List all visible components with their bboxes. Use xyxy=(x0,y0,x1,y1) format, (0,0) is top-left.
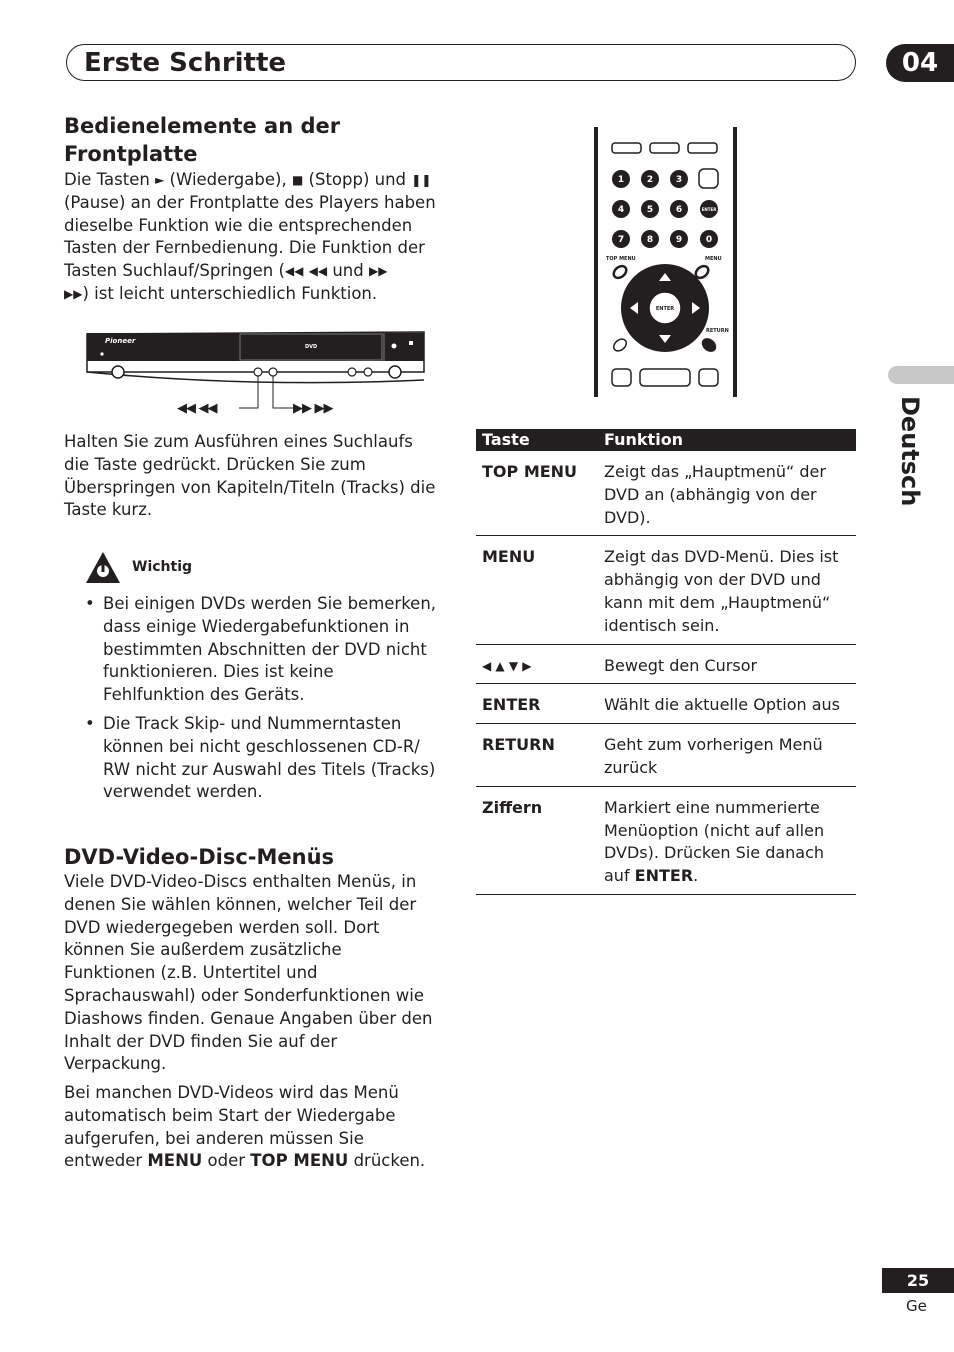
key-cell: MENU xyxy=(476,536,598,644)
bullet-line: dass einige Wiedergabefunktionen in xyxy=(103,616,410,636)
hold-line: Überspringen von Kapiteln/Titeln (Tracks) die xyxy=(64,477,436,497)
text: Die Tasten xyxy=(64,170,156,189)
skip-back-buttons-label: ◀◀ ◀◀ xyxy=(177,401,217,416)
table-row xyxy=(476,786,856,894)
key-cell: Ziffern xyxy=(476,786,598,894)
key-cell: TOP MENU xyxy=(476,451,598,536)
text: drücken. xyxy=(348,1151,426,1171)
menu-keyword: MENU xyxy=(147,1151,203,1171)
bullet-line: bestimmten Abschnitten der DVD nicht xyxy=(103,639,427,659)
language-label: Deutsch xyxy=(896,396,924,507)
bullet-icon: • xyxy=(85,714,95,733)
menu-label: MENU xyxy=(705,256,722,262)
text: . xyxy=(693,866,699,886)
column-header-key: Taste xyxy=(476,429,598,451)
text: oder xyxy=(202,1151,251,1171)
chapter-number: 04 xyxy=(886,44,954,82)
function-cell xyxy=(598,786,856,894)
button-function-table xyxy=(476,429,856,895)
para-line: DVD wiedergegeben werden soll. Dort xyxy=(64,917,380,937)
para-line: Inhalt der DVD finden Sie auf der xyxy=(64,1031,338,1051)
side-tab-marker xyxy=(888,366,954,384)
bullet-line: Fehlfunktion des Geräts. xyxy=(103,685,305,705)
text: ) ist leicht unterschiedlich Funktion. xyxy=(82,283,378,303)
function-cell: Zeigt das „Hauptmenü“ der DVD an (abhängig von der DVD). xyxy=(598,451,856,536)
table-row xyxy=(476,724,856,787)
table-row xyxy=(476,536,856,644)
bullet-icon: • xyxy=(85,594,95,613)
para-line: Bei manchen DVD-Videos wird das Menü xyxy=(64,1083,399,1102)
digit-8: 8 xyxy=(646,235,654,245)
key-cell: ENTER xyxy=(476,684,598,724)
intro-line-1 xyxy=(64,169,448,192)
digit-1: 1 xyxy=(617,175,625,185)
important-bullet-1 xyxy=(85,593,448,707)
key-cell: RETURN xyxy=(476,724,598,787)
digit-0: 0 xyxy=(705,235,713,245)
top-menu-label: TOP MENU xyxy=(606,256,636,262)
para-line xyxy=(64,1150,448,1173)
dvd-logo: DVD xyxy=(305,344,318,350)
skip-forward-buttons-label: ▶▶ ▶▶ xyxy=(293,401,333,416)
intro-line-4: Tasten der Fernbedienung. Die Funktion der xyxy=(64,238,425,258)
text: (Wiedergabe), xyxy=(164,170,292,189)
hold-instruction xyxy=(64,431,448,522)
digit-3: 3 xyxy=(675,175,683,185)
digit-9: 9 xyxy=(675,235,683,245)
para-line: denen Sie wählen können, welcher Teil der xyxy=(64,894,417,914)
para-line: aufgerufen, bei anderen müssen Sie xyxy=(64,1128,364,1148)
skip-forward-icon: ▶▶ xyxy=(64,286,83,301)
table-row xyxy=(476,644,856,684)
page-title: Erste Schritte xyxy=(84,48,287,78)
frontpanel-intro xyxy=(64,169,448,306)
hold-line: die Taste gedrückt. Drücken Sie zum xyxy=(64,454,366,474)
page-number: 25 xyxy=(882,1268,954,1293)
text: und xyxy=(327,261,369,281)
enter-keyword: ENTER xyxy=(634,866,694,886)
bullet-line: RW nicht zur Auswahl des Titels (Tracks) xyxy=(103,759,436,779)
digit-7: 7 xyxy=(617,235,625,245)
text: Tasten Suchlauf/Springen ( xyxy=(64,261,285,281)
para-line: Verpackung. xyxy=(64,1054,167,1074)
digit-2: 2 xyxy=(646,175,654,185)
top-menu-keyword: TOP MENU xyxy=(250,1151,349,1171)
intro-line-2: (Pause) an der Frontplatte des Players haben xyxy=(64,192,436,212)
play-icon: ► xyxy=(155,173,165,187)
important-label: Wichtig xyxy=(132,559,193,575)
column-header-function: Funktion xyxy=(598,429,856,451)
page-language-code: Ge xyxy=(906,1297,927,1315)
digit-4: 4 xyxy=(617,205,625,215)
bullet-line: verwendet werden. xyxy=(103,782,263,802)
para-line: können Sie außerdem zusätzliche xyxy=(64,940,342,960)
skip-back-icon: ◀◀ xyxy=(284,264,304,279)
hold-line: Taste kurz. xyxy=(64,500,153,520)
table-row xyxy=(476,451,856,536)
function-cell: Bewegt den Cursor xyxy=(598,644,856,684)
stop-icon: ■ xyxy=(291,173,304,187)
dvd-menus-paragraph-1 xyxy=(64,871,448,1076)
text: (Stopp) und xyxy=(303,170,412,189)
return-label: RETURN xyxy=(706,328,729,334)
digit-5: 5 xyxy=(646,205,654,215)
intro-line-5 xyxy=(64,260,448,283)
intro-line-6 xyxy=(64,283,448,306)
pause-icon: ❚❚ xyxy=(411,173,432,187)
heading-line-2: Frontplatte xyxy=(64,142,198,166)
para-line: Viele DVD-Video-Discs enthalten Menüs, in xyxy=(64,872,417,891)
language-side-label xyxy=(884,396,934,506)
remote-control-illustration xyxy=(592,127,740,399)
enter-label: ENTER xyxy=(655,306,675,312)
section-heading-frontpanel xyxy=(64,112,340,168)
function-cell: Zeigt das DVD-Menü. Dies ist abhängig von der DVD und kann mit dem „Hauptmenü“ identisch sein. xyxy=(598,536,856,644)
player-callout-lines xyxy=(155,376,295,416)
para-line: automatisch beim Start der Wiedergabe xyxy=(64,1105,396,1125)
bullet-line: Bei einigen DVDs werden Sie bemerken, xyxy=(103,594,437,613)
important-bullet-2 xyxy=(85,713,448,804)
para-line: Sprachauswahl) oder Sonderfunktionen wie xyxy=(64,985,425,1005)
cursor-arrows-icon: ◀ ▲ ▼ ▶ xyxy=(476,644,598,684)
text: entweder xyxy=(64,1151,148,1171)
para-line: Diashows finden. Genaue Angaben über den xyxy=(64,1008,433,1028)
dvd-menus-paragraph-2 xyxy=(64,1082,448,1173)
brand-logo: Pioneer xyxy=(105,337,136,345)
table-row xyxy=(476,684,856,724)
digit-6: 6 xyxy=(675,205,683,215)
function-cell: Wählt die aktuelle Option aus xyxy=(598,684,856,724)
table-header-row xyxy=(476,429,856,451)
function-cell: Geht zum vorherigen Menü zurück xyxy=(598,724,856,787)
fast-forward-icon: ▶▶ xyxy=(368,264,388,279)
bullet-line: können bei nicht geschlossenen CD-R/ xyxy=(103,736,420,756)
section-heading-dvd-menus: DVD-Video-Disc-Menüs xyxy=(64,845,335,869)
text: Markiert eine nummerierte Menüoption (nicht auf allen DVDs). Drücken Sie danach auf xyxy=(604,797,825,886)
heading-line-1: Bedienelemente an der xyxy=(64,114,341,138)
warning-icon xyxy=(84,550,122,586)
bullet-line: Die Track Skip- und Nummerntasten xyxy=(103,714,402,733)
enter-small-label: ENTER xyxy=(701,207,717,212)
intro-line-3: dieselbe Funktion wie die entsprechenden xyxy=(64,215,413,235)
bullet-line: funktionieren. Dies ist keine xyxy=(103,662,334,682)
hold-line: Halten Sie zum Ausführen eines Suchlaufs xyxy=(64,432,413,451)
para-line: Funktionen (z.B. Untertitel und xyxy=(64,963,318,983)
rewind-icon: ◀◀ xyxy=(308,264,328,279)
